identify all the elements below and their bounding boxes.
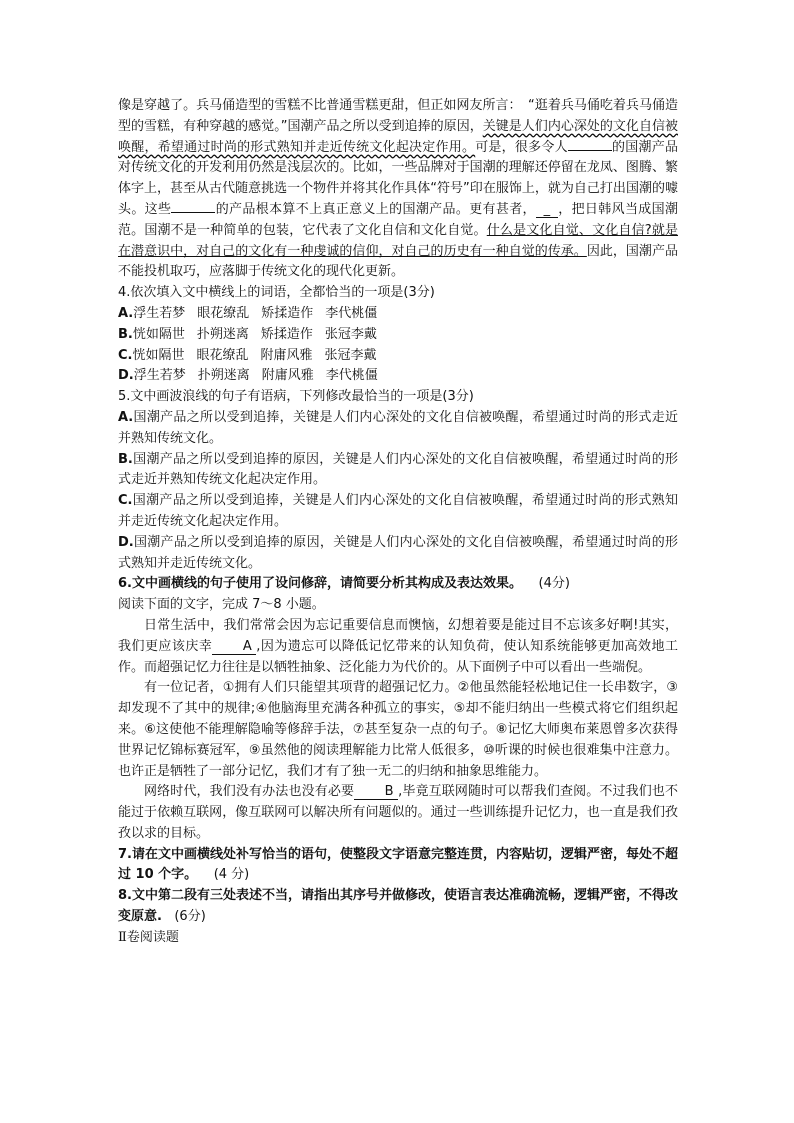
wavy-underlined-sentence: 关键是人们内心深处的文化自信被唤醒，希望通过时尚的形式熟知并走近传统文化起决定作用。 [118, 118, 678, 155]
passage-text: 的国潮产品对传统文化的开发利用仍然是浅层次的。比如，一些品牌对于国潮的理解还停留在龙凤、图腾、繁体字上，甚至从古代随意挑选一个物件并将其化作具体“符号”印在服饰上，就为自己打出国潮的噱头。这些 [118, 139, 678, 217]
question-4-stem: 4.依次填入文中横线上的词语，全都恰当的一项是(3分) [118, 285, 435, 301]
fill-blank-1[interactable] [568, 150, 612, 151]
passage-text: 因此，国潮产品不能投机取巧，应落脚于传统文化的现代化更新。 [118, 243, 678, 280]
passage-text: ，把日韩风当成国潮范。国潮不是一种简单的包装，它代表了文化自信和文化自觉。 [118, 201, 678, 238]
q5-option-d[interactable]: D.国潮产品之所以受到追捧的原因，关键是人们内心深处的文化自信被唤醒，希望通过时尚的形式熟知并走近传统文化。 [118, 534, 678, 571]
underlined-rhetorical-question: 什么是文化自觉、文化自信?就是在潜意识中，对自己的文化有一种虔诚的信仰，对自己的历史有一种自觉的传承。 [118, 222, 678, 259]
question-8-score: (6分) [174, 909, 206, 925]
q5-option-c[interactable]: C.国潮产品之所以受到追捧，关键是人们内心深处的文化自信被唤醒，希望通过时尚的形式熟知并走近传统文化起决定作用。 [118, 493, 678, 529]
question-6-stem: 6.文中画横线的句子使用了设问修辞，请简要分析其构成及表达效果。 (4分) [118, 576, 570, 592]
passage-text: 的产品根本算不上真正意义上的国潮产品。更有甚者， [215, 201, 536, 217]
question-5-stem: 5.文中画波浪线的句子有语病，下列修改最恰当的一项是(3分) [118, 389, 474, 405]
fill-blank-2[interactable] [171, 212, 215, 213]
passage-text: 像是穿越了。兵马俑造型的雪糕不比普通雪糕更甜，但正如网友所言： “逛着兵马俑吃着兵马俑造型的雪糕，有种穿越的感觉。”国潮产品之所以受到追捧的原因， [118, 98, 678, 134]
passage2-paragraph-1: 日常生活中，我们常常会因为忘记重要信息而懊恼，幻想着要是能过目不忘该多好啊!其实，我们更应该庆幸 A ,因为遗忘可以降低记忆带来的认知负荷，使认知系统能够更加高效地工作。而超强记忆力往往是以牺牲抽象、泛化能力为代价的。从下面例子中可以看出一些端倪。 [118, 617, 678, 675]
passage2-paragraph-3: 网络时代，我们没有办法也没有必要 B ,毕竟互联网随时可以帮我们查阅。不过我们也不能过于依赖互联网，像互联网可以解决所有问题似的。通过一些训练提升记忆力，也一直是我们孜孜以求的目标。 [118, 784, 678, 841]
blank-b[interactable]: B [354, 785, 398, 800]
passage2-paragraph-2: 有一位记者，①拥有人们只能望其项背的超强记忆力。②他虽然能轻松地记住一长串数字，③却发现不了其中的规律;④他脑海里充满各种孤立的事实，⑤却不能归纳出一些模式将它们组织起来。⑥这使他不能理解隐喻等修辞手法，⑦甚至复杂一点的句子。⑧记忆大师奥布莱恩曾多次获得世界记忆锦标赛冠军，⑨虽然他的阅读理解能力比常人低很多，⑩听课的时候也很难集中注意力。也许正是牺牲了一部分记忆，我们才有了独一无二的归纳和抽象思维能力。 [118, 680, 678, 779]
question-7-score: (4 分) [213, 867, 250, 883]
reading-instruction: 阅读下面的文字，完成 7～8 小题。 [118, 597, 325, 613]
q4-option-d[interactable]: D.浮生若梦 扑朔迷离 附庸风雅 李代桃僵 [118, 368, 378, 384]
q4-option-b[interactable]: B.恍如隔世 扑朔迷离 矫揉造作 张冠李戴 [118, 326, 377, 342]
passage-paragraph-guochao [118, 96, 678, 283]
blank-a[interactable]: A [212, 640, 256, 655]
q4-option-c[interactable]: C.恍如隔世 眼花缭乱 附庸风雅 张冠李戴 [118, 347, 377, 363]
q4-option-a[interactable]: A.浮生若梦 眼花缭乱 矫揉造作 李代桃僵 [118, 305, 378, 321]
q5-option-a[interactable]: A.国潮产品之所以受到追捧，关键是人们内心深处的文化自信被唤醒，希望通过时尚的形式走近并熟知传统文化。 [118, 409, 678, 446]
q5-option-b[interactable]: B.国潮产品之所以受到追捧的原因，关键是人们内心深处的文化自信被唤醒，希望通过时尚的形式走近并熟知传统文化起决定作用。 [118, 451, 678, 488]
passage-text: 可是，很多令人 [475, 139, 568, 155]
fill-blank-3[interactable]: _ [536, 203, 558, 218]
question-7-stem: 7.请在文中画横线处补写恰当的语句，使整段文字语意完整连贯，内容贴切，逻辑严密，每处不超过 10 个字。 (4 分) [118, 846, 678, 883]
question-6-score: (4分) [538, 576, 570, 592]
document-page [118, 96, 678, 949]
section-heading: Ⅱ卷阅读题 [118, 929, 179, 945]
question-8-stem: 8.文中第二段有三处表述不当，请指出其序号并做修改，使语言表达准确流畅，逻辑严密，不得改变原意. (6分) [118, 888, 678, 925]
